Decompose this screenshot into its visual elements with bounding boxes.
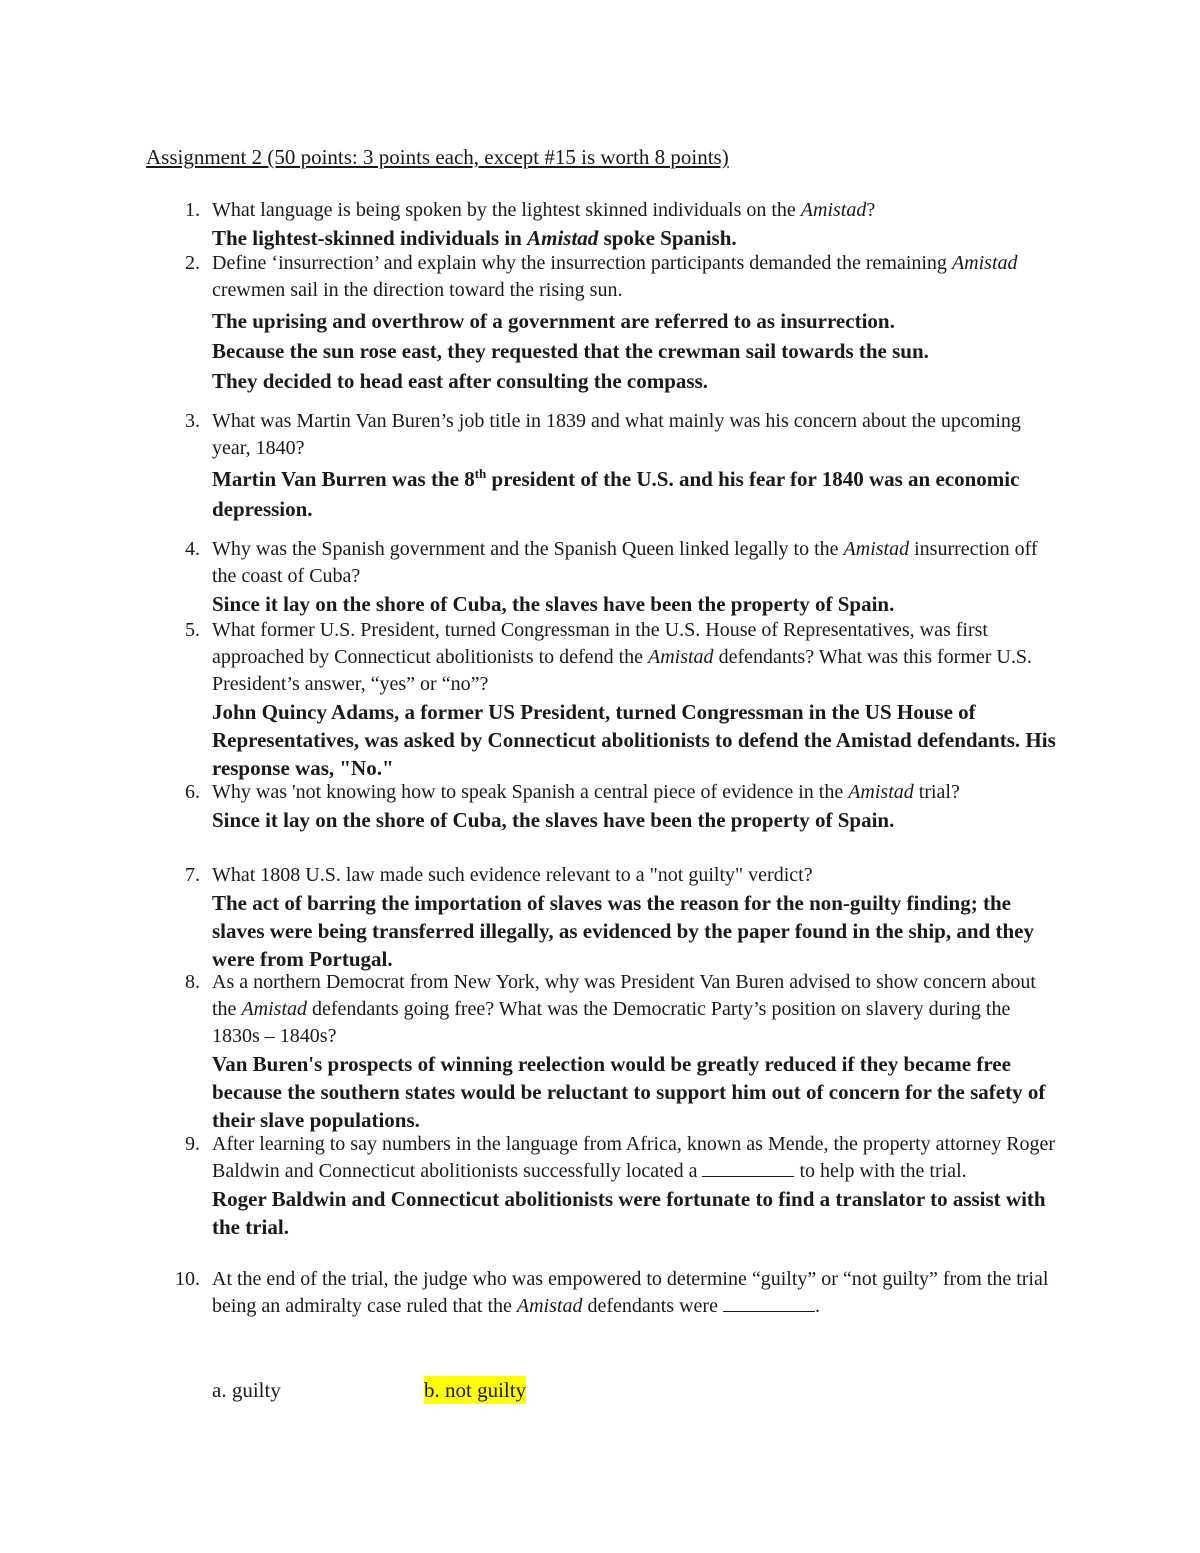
question-number: 3. xyxy=(185,410,200,432)
question-number: 1. xyxy=(185,199,200,221)
question-text: At the end of the trial, the judge who was empowered to determine “guilty” or “not guilty” from the trial being an admiralty case ruled that the Amistad defendants were . xyxy=(212,1268,1049,1317)
question-text: Why was the Spanish government and the Spanish Queen linked legally to the Amistad insurrection off the coast of Cuba? xyxy=(212,538,1038,587)
question-number: 2. xyxy=(185,252,200,274)
question-text: What was Martin Van Buren’s job title in 1839 and what mainly was his concern about the upcoming year, 1840? xyxy=(212,410,1021,459)
question-text: As a northern Democrat from New York, why was President Van Buren advised to show concern about the Amistad defendants going free? What was the Democratic Party’s position on slavery during the 1830s – 1840s? xyxy=(212,971,1036,1047)
question-number: 7. xyxy=(185,864,200,886)
question-number: 10. xyxy=(175,1268,200,1290)
question-text: Why was 'not knowing how to speak Spanish a central piece of evidence in the Amistad trial? xyxy=(212,781,960,803)
answer-text: The lightest-skinned individuals in Amistad spoke Spanish. xyxy=(212,226,737,250)
answer-text: Since it lay on the shore of Cuba, the slaves have been the property of Spain. xyxy=(212,592,895,616)
answer-text: John Quincy Adams, a former US President, turned Congressman in the US House of Representatives, was asked by Connecticut abolitionists to defend the Amistad defendants. His response was, "No." xyxy=(212,700,1056,780)
answer-text: Since it lay on the shore of Cuba, the slaves have been the property of Spain. xyxy=(212,808,895,832)
answer-text: The act of barring the importation of slaves was the reason for the non-guilty finding; the slaves were being transferred illegally, as evidenced by the paper found in the ship, and they were from Portugal. xyxy=(212,891,1034,971)
question-number: 6. xyxy=(185,781,200,803)
answer-text: Roger Baldwin and Connecticut abolitionists were fortunate to find a translator to assist with the trial. xyxy=(212,1187,1046,1239)
answer-text: The uprising and overthrow of a government are referred to as insurrection. xyxy=(212,309,895,333)
question-text: What 1808 U.S. law made such evidence relevant to a "not guilty" verdict? xyxy=(212,864,813,886)
question-number: 5. xyxy=(185,619,200,641)
answer-text: They decided to head east after consulting the compass. xyxy=(212,369,709,393)
answer-text: Because the sun rose east, they requested that the crewman sail towards the sun. xyxy=(212,339,929,363)
choice-a: a. guilty xyxy=(212,1378,281,1402)
answer-text: Van Buren's prospects of winning reelection would be greatly reduced if they became free because the southern states would be reluctant to support him out of concern for the safety of their slave populations. xyxy=(212,1052,1046,1132)
answer-text: Martin Van Burren was the 8th president of the U.S. and his fear for 1840 was an economic depression. xyxy=(212,466,1020,521)
question-number: 4. xyxy=(185,538,200,560)
question-number: 8. xyxy=(185,971,200,993)
question-text: Define ‘insurrection’ and explain why the insurrection participants demanded the remaining Amistad crewmen sail in the direction toward the rising sun. xyxy=(212,252,1018,301)
assignment-title: Assignment 2 (50 points: 3 points each, except #15 is worth 8 points) xyxy=(146,145,729,169)
fill-in-blank xyxy=(723,1293,815,1312)
choice-b-highlighted: b. not guilty xyxy=(424,1378,527,1402)
fill-in-blank xyxy=(702,1158,794,1177)
question-text: What former U.S. President, turned Congressman in the U.S. House of Representatives, was first approached by Connecticut abolitionists to defend the Amistad defendants? What was this former U.S. President’s answer, “yes” or “no”? xyxy=(212,619,1032,695)
question-number: 9. xyxy=(185,1133,200,1155)
question-text: After learning to say numbers in the language from Africa, known as Mende, the property attorney Roger Baldwin and Connecticut abolitionists successfully located a to help with the trial. xyxy=(212,1133,1056,1182)
question-text: What language is being spoken by the lightest skinned individuals on the Amistad? xyxy=(212,199,876,221)
